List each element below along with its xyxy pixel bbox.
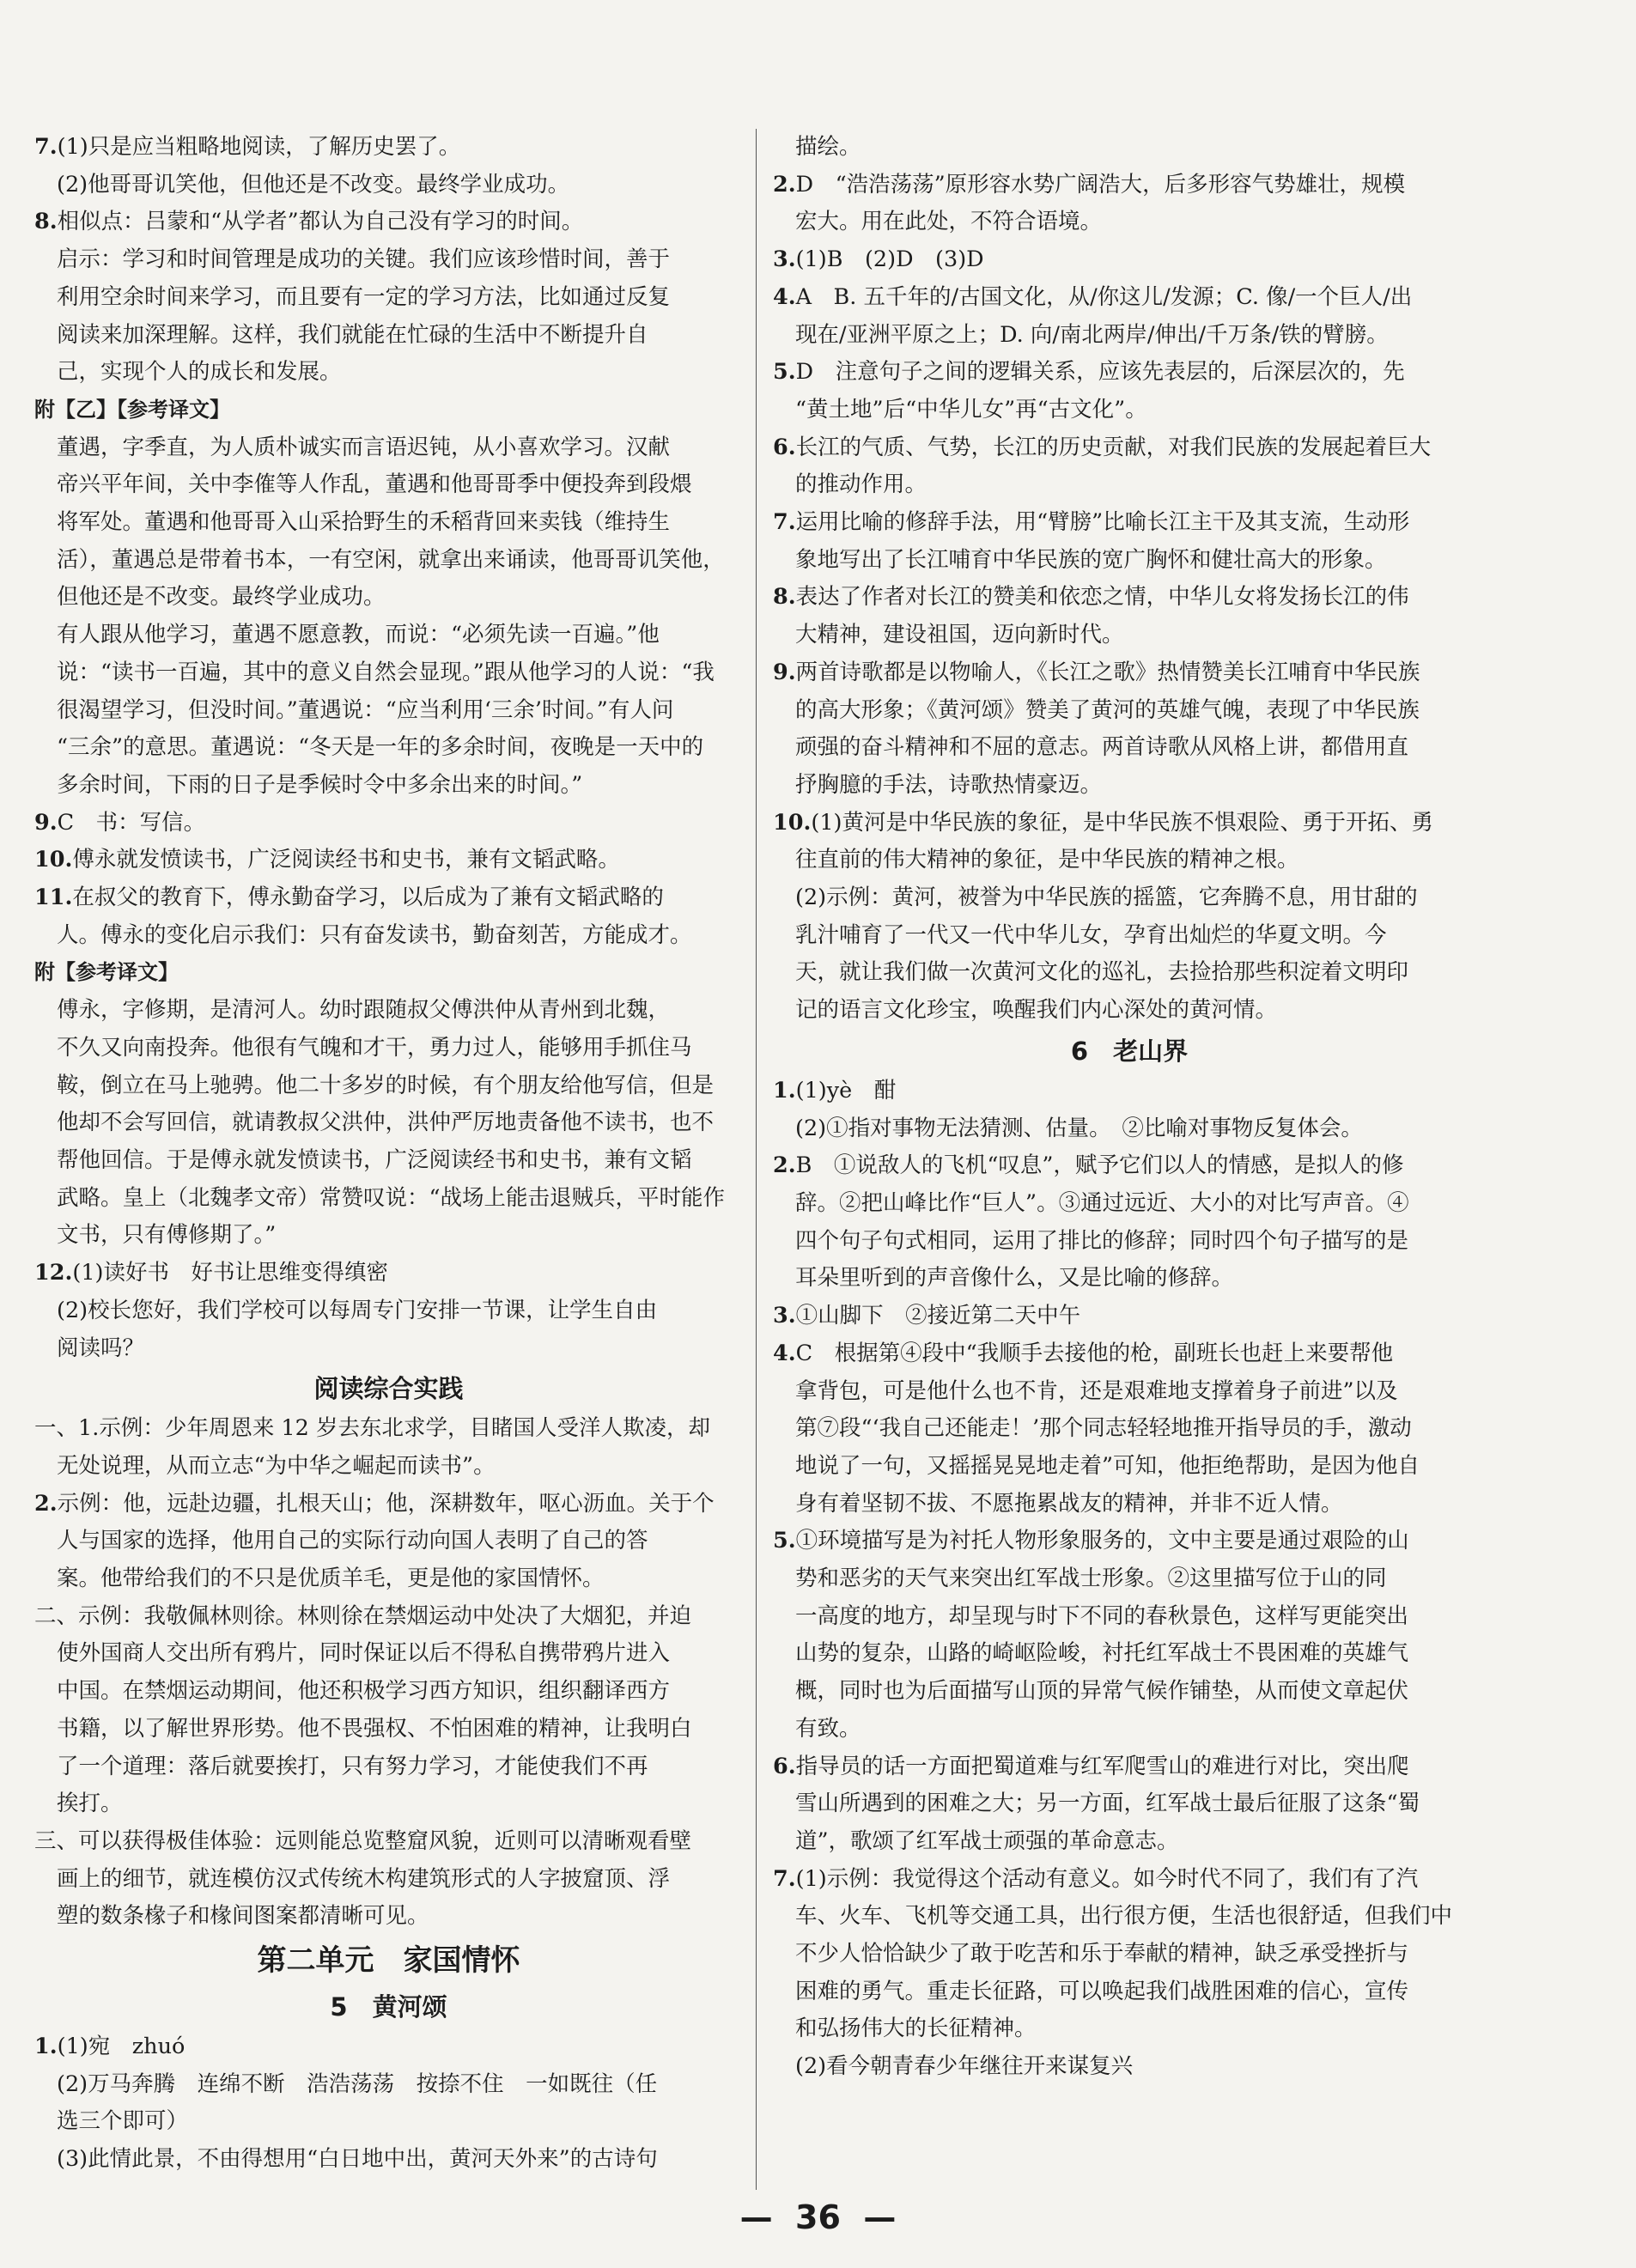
answer-line bbox=[773, 917, 1486, 955]
answer-line bbox=[34, 317, 743, 355]
answer-text: (2)看今朝青春少年继往开来谋复兴 bbox=[795, 2053, 1134, 2080]
answer-item bbox=[773, 1523, 1486, 1560]
answer-text: 辞。②把山峰比作“巨人”。③通过远近、大小的对比写声音。④ bbox=[795, 1189, 1409, 1216]
answer-line bbox=[773, 129, 1486, 167]
answer-line bbox=[773, 879, 1486, 917]
answer-text: 一、1.示例：少年周恩来 12 岁去东北求学，目睹国人受洋人欺凌，却 bbox=[34, 1415, 710, 1442]
answer-line bbox=[773, 1185, 1486, 1223]
answer-line bbox=[34, 279, 743, 317]
unit-heading: 第二单元 家国情怀 bbox=[257, 1943, 520, 1979]
answer-text: 不少人恰恰缺少了敢于吃苦和乐于奉献的精神，缺乏承受挫折与 bbox=[795, 1941, 1409, 1967]
item-number: 6. bbox=[773, 434, 796, 460]
answer-line bbox=[34, 1823, 743, 1861]
answer-line bbox=[34, 729, 743, 767]
answer-text: 塑的数条椽子和椽间图案都清晰可见。 bbox=[57, 1903, 429, 1930]
answer-text: C 书：写信。 bbox=[57, 809, 206, 836]
answer-line bbox=[773, 954, 1486, 992]
item-number: 2. bbox=[773, 171, 796, 198]
answer-line bbox=[34, 466, 743, 504]
answer-item bbox=[34, 129, 743, 167]
answer-text: 顽强的奋斗精神和不屈的意志。两首诗歌从风格上讲，都借用直 bbox=[795, 734, 1409, 761]
answer-text: 中国。在禁烟运动期间，他还积极学习西方知识，组织翻译西方 bbox=[57, 1678, 671, 1705]
answer-text: 耳朵里听到的声音像什么，又是比喻的修辞。 bbox=[795, 1265, 1234, 1292]
answer-text: 不久又向南投奔。他很有气魄和才干，勇力过人，能够用手抓住马 bbox=[57, 1034, 692, 1061]
item-number: 10. bbox=[34, 847, 73, 873]
answer-text: 运用比喻的修辞手法，用“臂膀”比喻长江主干及其支流，生动形 bbox=[795, 509, 1410, 536]
answer-item bbox=[34, 1255, 743, 1292]
answer-line bbox=[773, 1560, 1486, 1598]
answer-text: D 注意句子之间的逻辑关系，应该先表层的，后深层次的，先 bbox=[795, 359, 1405, 386]
answer-item bbox=[773, 1073, 1486, 1110]
answer-line bbox=[34, 1898, 743, 1936]
answer-line bbox=[34, 692, 743, 730]
section-heading: 5 黄河颂 bbox=[330, 1992, 447, 2022]
answer-text: 人。傅永的变化启示我们：只有奋发读书，勤奋刻苦，方能成才。 bbox=[57, 921, 692, 948]
answer-item bbox=[34, 805, 743, 842]
answer-text: 相似点：吕蒙和“从学者”都认为自己没有学习的时间。 bbox=[57, 209, 584, 235]
answer-line bbox=[773, 692, 1486, 730]
answer-text: 天，就让我们做一次黄河文化的巡礼，去捡拾那些积淀着文明印 bbox=[795, 959, 1409, 986]
answer-line bbox=[34, 1560, 743, 1598]
answer-text: 选三个即可） bbox=[57, 2108, 189, 2135]
right-column bbox=[773, 129, 1486, 2086]
answer-line bbox=[773, 1898, 1486, 1936]
item-number: 5. bbox=[773, 1528, 796, 1554]
answer-text: 四个句子句式相同，运用了排比的修辞；同时四个句子描写的是 bbox=[795, 1227, 1409, 1254]
answer-line bbox=[34, 1785, 743, 1823]
answer-text: 山势的复杂，山路的崎岖险峻，衬托红军战士不畏困难的英雄气 bbox=[795, 1640, 1409, 1667]
answer-line bbox=[34, 767, 743, 805]
answer-item bbox=[34, 1486, 743, 1523]
answer-text: (1)yè 酣 bbox=[795, 1077, 897, 1104]
answer-text: (2)他哥哥讥笑他，但他还是不改变。最终学业成功。 bbox=[57, 171, 570, 198]
answer-text: (1)示例：我觉得这个活动有意义。如今时代不同了，我们有了汽 bbox=[795, 1865, 1419, 1892]
answer-line bbox=[34, 1598, 743, 1636]
answer-text: 拿背包，可是他什么也不肯，还是艰难地支撑着身子前进”以及 bbox=[795, 1377, 1398, 1404]
answer-item bbox=[773, 1748, 1486, 1786]
item-number: 8. bbox=[773, 584, 796, 611]
answer-line bbox=[773, 1223, 1486, 1261]
answer-text: 一高度的地方，却呈现与时下不同的春秋景色，这样写更能突出 bbox=[795, 1602, 1409, 1629]
answer-text: 董遇，字季直，为人质朴诚实而言语迟钝，从小喜欢学习。汉献 bbox=[57, 434, 671, 460]
answer-text: 将军处。董遇和他哥哥入山采拾野生的禾稻背回来卖钱（维持生 bbox=[57, 509, 671, 536]
answer-text: 抒胸臆的手法，诗歌热情豪迈。 bbox=[795, 771, 1103, 798]
answer-text: 帝兴平年间，关中李傕等人作乱，董遇和他哥哥季中便投奔到段煨 bbox=[57, 471, 692, 498]
answer-item bbox=[773, 654, 1486, 692]
answer-text: 阅读来加深理解。这样，我们就能在忙碌的生活中不断提升自 bbox=[57, 321, 648, 348]
answer-line bbox=[773, 1711, 1486, 1748]
answer-line bbox=[34, 2066, 743, 2104]
answer-text: 地说了一句，又摇摇晃晃地走着”可知，他拒绝帮助，是因为他自 bbox=[795, 1452, 1420, 1479]
answer-line bbox=[34, 504, 743, 542]
answer-text: 三、可以获得极佳体验：远则能总览整窟风貌，近则可以清晰观看壁 bbox=[34, 1827, 692, 1854]
item-number: 7. bbox=[773, 509, 796, 536]
item-number: 4. bbox=[773, 283, 796, 310]
answer-item bbox=[773, 241, 1486, 279]
answer-line bbox=[773, 842, 1486, 879]
answer-text: 武略。皇上（北魏孝文帝）常赞叹说：“战场上能击退贼兵，平时能作 bbox=[57, 1184, 726, 1211]
answer-text: 使外国商人交出所有鸦片，同时保证以后不得私自携带鸦片进入 bbox=[57, 1640, 671, 1667]
answer-line bbox=[34, 429, 743, 467]
answer-text: “三余”的意思。董遇说：“冬天是一年的多余时间，夜晚是一天中的 bbox=[57, 734, 704, 761]
item-number: 7. bbox=[773, 1865, 796, 1892]
answer-line bbox=[773, 1373, 1486, 1411]
answer-line bbox=[34, 617, 743, 654]
answer-text: 长江的气质、气势，长江的历史贡献，对我们民族的发展起着巨大 bbox=[795, 434, 1432, 460]
answer-line bbox=[34, 579, 743, 617]
answer-text: 帮他回信。于是傅永就发愤读书，广泛阅读经书和史书，兼有文韬 bbox=[57, 1146, 692, 1173]
translation-header-text: 附【参考译文】 bbox=[34, 960, 179, 985]
answer-line bbox=[773, 1973, 1486, 2011]
answer-line bbox=[34, 1448, 743, 1486]
answer-line bbox=[34, 1330, 743, 1368]
item-number: 10. bbox=[773, 809, 812, 836]
answer-line bbox=[773, 392, 1486, 429]
answer-text: 示例：他，远赴边疆，扎根天山；他，深耕数年，呕心沥血。关于个 bbox=[57, 1490, 715, 1517]
answer-text: 鞍，倒立在马上驰骋。他二十多岁的时候，有个朋友给他写信，但是 bbox=[57, 1072, 715, 1098]
answer-text: 指导员的话一方面把蜀道难与红军爬雪山的难进行对比，突出爬 bbox=[795, 1753, 1409, 1779]
answer-text: ①山脚下 ②接近第二天中午 bbox=[795, 1303, 1081, 1329]
answer-line bbox=[34, 917, 743, 955]
item-number: 4. bbox=[773, 1340, 796, 1366]
answer-text: (2)万马奔腾 连绵不断 浩浩荡荡 按捺不住 一如既往（任 bbox=[57, 2070, 658, 2097]
answer-line bbox=[34, 1861, 743, 1899]
answer-text: 傅永就发愤读书，广泛阅读经书和史书，兼有文韬武略。 bbox=[72, 847, 620, 873]
answer-text: 有人跟从他学习，董遇不愿意教，而说：“必须先读一百遍。”他 bbox=[57, 622, 660, 648]
answer-text: 往直前的伟大精神的象征，是中华民族的精神之根。 bbox=[795, 847, 1299, 873]
answer-text: 宏大。用在此处，不符合语境。 bbox=[795, 209, 1103, 235]
answer-line bbox=[773, 617, 1486, 654]
item-number: 9. bbox=[34, 809, 58, 836]
answer-text: 概，同时也为后面描写山顶的异常气候作铺垫，从而使文章起伏 bbox=[795, 1678, 1409, 1705]
left-column bbox=[34, 129, 743, 2179]
item-number: 8. bbox=[34, 209, 58, 235]
answer-text: 道”，歌颂了红军战士顽强的革命意志。 bbox=[795, 1827, 1179, 1854]
answer-text: 大精神，建设祖国，迈向新时代。 bbox=[795, 622, 1124, 648]
answer-text: 二、示例：我敬佩林则徐。林则徐在禁烟运动中处决了大烟犯，并迫 bbox=[34, 1602, 692, 1629]
answer-line bbox=[34, 1217, 743, 1255]
answer-item bbox=[773, 279, 1486, 317]
answer-line bbox=[34, 654, 743, 692]
answer-text: 现在/亚洲平原之上；D. 向/南北两岸/伸出/千万条/铁的臂膀。 bbox=[795, 321, 1389, 348]
answer-line bbox=[773, 1598, 1486, 1636]
answer-text: 乳汁哺育了一代又一代中华儿女，孕育出灿烂的华夏文明。今 bbox=[795, 921, 1387, 948]
answer-line bbox=[773, 1936, 1486, 1973]
answer-text: 身有着坚韧不拔、不愿拖累战友的精神，并非不近人情。 bbox=[795, 1490, 1343, 1517]
answer-text: 困难的勇气。重走长征路，可以唤起我们战胜困难的信心，宣传 bbox=[795, 1978, 1409, 2004]
answer-line bbox=[34, 241, 743, 279]
section-heading: 6 老山界 bbox=[1070, 1036, 1189, 1066]
answer-line bbox=[773, 1110, 1486, 1148]
answer-line bbox=[773, 2010, 1486, 2048]
answer-line bbox=[773, 542, 1486, 580]
answer-text: (1)读好书 好书让思维变得缜密 bbox=[72, 1260, 388, 1286]
answer-text: 阅读吗？ bbox=[57, 1335, 145, 1361]
answer-text: (2)①指对事物无法猜测、估量。 ②比喻对事物反复体会。 bbox=[795, 1115, 1363, 1141]
answer-line bbox=[34, 1748, 743, 1786]
item-number: 7. bbox=[34, 134, 58, 160]
answer-text: 车、火车、飞机等交通工具，出行很方便，生活也很舒适，但我们中 bbox=[795, 1903, 1453, 1930]
answer-text: (1)只是应当粗略地阅读，了解历史罢了。 bbox=[57, 134, 461, 160]
answer-line bbox=[773, 1635, 1486, 1673]
answer-text: (3)此情此景，不由得想用“白日地中出，黄河天外来”的古诗句 bbox=[57, 2146, 658, 2173]
answer-text: 两首诗歌都是以物喻人，《长江之歌》热情赞美长江哺育中华民族 bbox=[795, 659, 1420, 685]
answer-line bbox=[773, 466, 1486, 504]
answer-text: 书籍，以了解世界形势。他不畏强权、不怕困难的精神，让我明白 bbox=[57, 1715, 692, 1742]
answer-text: 挨打。 bbox=[57, 1791, 123, 1817]
answer-item bbox=[773, 1861, 1486, 1899]
answer-text: “黄土地”后“中华儿女”再“古文化”。 bbox=[795, 396, 1147, 423]
item-number: 1. bbox=[34, 2034, 58, 2060]
answer-line bbox=[34, 1523, 743, 1560]
answer-line bbox=[773, 2048, 1486, 2086]
item-number: 3. bbox=[773, 246, 796, 273]
answer-text: (2)示例：黄河，被誉为中华民族的摇篮，它奔腾不息，用甘甜的 bbox=[795, 885, 1418, 911]
answer-item bbox=[773, 1147, 1486, 1185]
answer-line bbox=[773, 1486, 1486, 1523]
answer-text: 第⑦段“‘我自己还能走！’那个同志轻轻地推开指导员的手，激动 bbox=[795, 1415, 1412, 1442]
answer-item bbox=[773, 805, 1486, 842]
answer-line bbox=[773, 729, 1486, 767]
answer-line bbox=[773, 992, 1486, 1030]
answer-text: A B. 五千年的/古国文化，从/你这儿/发源；C. 像/一个巨人/出 bbox=[795, 283, 1413, 310]
answer-text: 文书，只有傅修期了。” bbox=[57, 1222, 277, 1249]
answer-text: 画上的细节，就连模仿汉式传统木构建筑形式的人字披窟顶、浮 bbox=[57, 1865, 671, 1892]
answer-text: 描绘。 bbox=[795, 134, 861, 160]
answer-text: C 根据第④段中“我顺手去接他的枪，副班长也赶上来要帮他 bbox=[795, 1340, 1394, 1366]
answer-text: D “浩浩荡荡”原形容水势广阔浩大，后多形容气势雄壮，规模 bbox=[795, 171, 1406, 198]
answer-line bbox=[34, 1030, 743, 1067]
item-number: 11. bbox=[34, 885, 73, 911]
answer-text: 己，实现个人的成长和发展。 bbox=[57, 359, 342, 386]
answer-line bbox=[34, 1180, 743, 1218]
answer-text: (1)B (2)D (3)D bbox=[795, 246, 984, 273]
answer-text: 利用空余时间来学习，而且要有一定的学习方法，比如通过反复 bbox=[57, 283, 671, 310]
answer-text: 记的语言文化珍宝，唤醒我们内心深处的黄河情。 bbox=[795, 997, 1278, 1024]
answer-text: 了一个道理：落后就要挨打，只有努力学习，才能使我们不再 bbox=[57, 1753, 648, 1779]
translation-header bbox=[34, 392, 743, 429]
answer-item bbox=[34, 204, 743, 241]
answer-item bbox=[773, 579, 1486, 617]
item-number: 2. bbox=[34, 1490, 58, 1517]
answer-text: (2)校长您好，我们学校可以每周专门安排一节课，让学生自由 bbox=[57, 1297, 658, 1323]
answer-line bbox=[34, 1067, 743, 1105]
translation-header-text: 附【乙】【参考译文】 bbox=[34, 397, 230, 422]
answer-text: 案。他带给我们的不只是优质羊毛，更是他的家国情怀。 bbox=[57, 1566, 605, 1592]
answer-line bbox=[773, 1823, 1486, 1861]
answer-text: 雪山所遇到的困难之大；另一方面，红军战士最后征服了这条“蜀 bbox=[795, 1791, 1420, 1817]
answer-line bbox=[34, 1410, 743, 1448]
page-number: — 36 — bbox=[739, 2198, 897, 2236]
answer-text: 启示：学习和时间管理是成功的关键。我们应该珍惜时间，善于 bbox=[57, 246, 671, 273]
answer-text: 象地写出了长江哺育中华民族的宽广胸怀和健壮高大的形象。 bbox=[795, 546, 1387, 573]
answer-line bbox=[34, 1142, 743, 1180]
answer-item bbox=[773, 429, 1486, 467]
answer-text: ①环境描写是为衬托人物形象服务的，文中主要是通过艰险的山 bbox=[795, 1528, 1409, 1554]
answer-line bbox=[773, 767, 1486, 805]
answer-line bbox=[34, 1104, 743, 1142]
item-number: 12. bbox=[34, 1260, 73, 1286]
section-heading: 阅读综合实践 bbox=[313, 1374, 464, 1404]
answer-text: 傅永，字修期，是清河人。幼时跟随叔父傅洪仲从青州到北魏， bbox=[57, 997, 671, 1024]
answer-text: 很渴望学习，但没时间。”董遇说：“应当利用‘三余’时间。”有人问 bbox=[57, 696, 674, 723]
answer-line bbox=[773, 317, 1486, 355]
item-number: 3. bbox=[773, 1303, 796, 1329]
answer-item bbox=[773, 167, 1486, 204]
answer-item bbox=[773, 1298, 1486, 1335]
item-number: 6. bbox=[773, 1753, 796, 1779]
answer-item bbox=[34, 842, 743, 879]
answer-line bbox=[34, 167, 743, 204]
answer-item bbox=[773, 354, 1486, 392]
answer-line bbox=[34, 354, 743, 392]
item-number: 2. bbox=[773, 1152, 796, 1179]
answer-text: 但他还是不改变。最终学业成功。 bbox=[57, 584, 386, 611]
item-number: 1. bbox=[773, 1077, 796, 1104]
answer-text: 的高大形象；《黄河颂》赞美了黄河的英雄气魄，表现了中华民族 bbox=[795, 696, 1420, 723]
item-number: 9. bbox=[773, 659, 796, 685]
answer-line bbox=[773, 1448, 1486, 1486]
answer-line bbox=[773, 1410, 1486, 1448]
answer-text: 说：“读书一百遍，其中的意义自然会显现。”跟从他学习的人说：“我 bbox=[57, 659, 715, 685]
answer-item bbox=[34, 2028, 743, 2066]
answer-text: 和弘扬伟大的长征精神。 bbox=[795, 2016, 1037, 2042]
item-number: 5. bbox=[773, 359, 796, 386]
answer-text: 他却不会写回信，就请教叔父洪仲，洪仲严厉地责备他不读书，也不 bbox=[57, 1110, 715, 1136]
answer-line bbox=[773, 1260, 1486, 1298]
answer-text: 人与国家的选择，他用自己的实际行动向国人表明了自己的答 bbox=[57, 1528, 648, 1554]
answer-text: 无处说理，从而立志“为中华之崛起而读书”。 bbox=[57, 1452, 496, 1479]
answer-text: 活），董遇总是带着书本，一有空闲，就拿出来诵读，他哥哥讥笑他， bbox=[57, 546, 725, 573]
answer-text: B ①说敌人的飞机“叹息”，赋予它们以人的情感，是拟人的修 bbox=[795, 1152, 1404, 1179]
answer-line bbox=[34, 1673, 743, 1711]
answer-text: 势和恶劣的天气来突出红军战士形象。②这里描写位于山的同 bbox=[795, 1566, 1387, 1592]
column-divider bbox=[756, 129, 757, 2190]
answer-text: 表达了作者对长江的赞美和依恋之情，中华儿女将发扬长江的伟 bbox=[795, 584, 1409, 611]
answer-text: 有致。 bbox=[795, 1715, 861, 1742]
answer-text: (1)黄河是中华民族的象征，是中华民族不惧艰险、勇于开拓、勇 bbox=[811, 809, 1433, 836]
answer-line bbox=[34, 992, 743, 1030]
answer-line bbox=[34, 2103, 743, 2141]
answer-line bbox=[773, 1673, 1486, 1711]
answer-text: 的推动作用。 bbox=[795, 471, 927, 498]
answer-line bbox=[34, 2141, 743, 2179]
translation-header bbox=[34, 954, 743, 992]
answer-text: 多余时间，下雨的日子是季候时令中多余出来的时间。” bbox=[57, 771, 583, 798]
answer-item bbox=[34, 879, 743, 917]
answer-text: (1)宛 zhuó bbox=[57, 2034, 185, 2060]
answer-item bbox=[773, 1335, 1486, 1373]
answer-item bbox=[773, 504, 1486, 542]
answer-line bbox=[34, 1711, 743, 1748]
answer-line bbox=[34, 1635, 743, 1673]
answer-line bbox=[34, 542, 743, 580]
answer-text: 在叔父的教育下，傅永勤奋学习，以后成为了兼有文韬武略的 bbox=[72, 885, 664, 911]
answer-line bbox=[773, 204, 1486, 241]
answer-line bbox=[34, 1292, 743, 1330]
answer-line bbox=[773, 1785, 1486, 1823]
